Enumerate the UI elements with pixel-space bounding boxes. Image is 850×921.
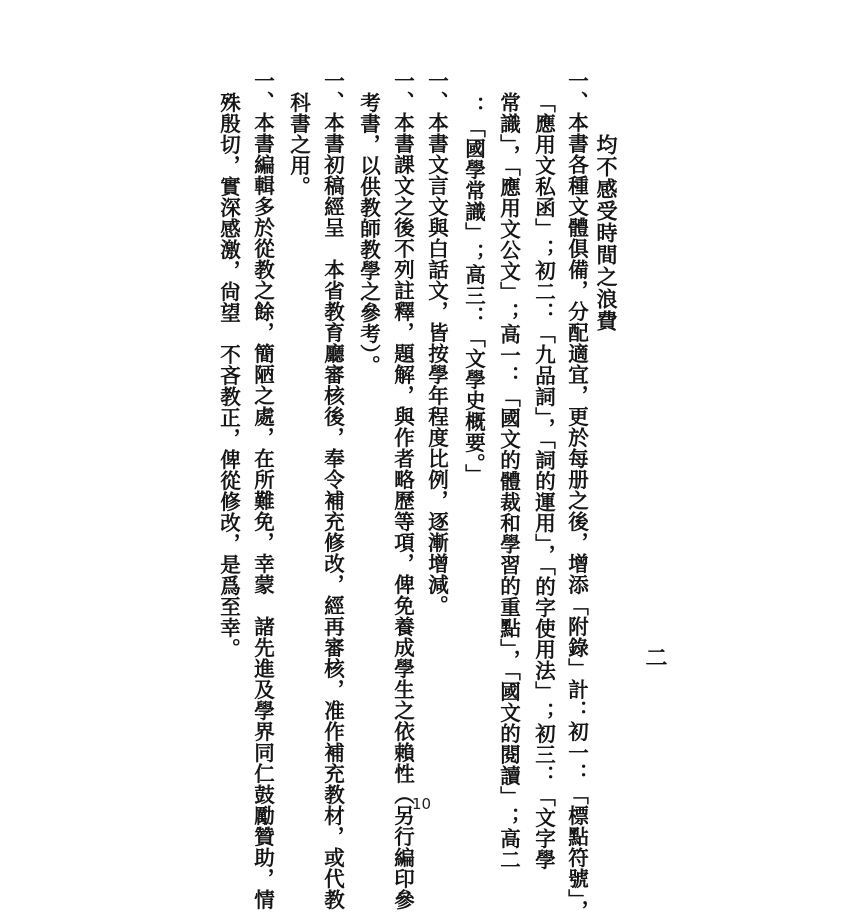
text-column-5: 一、本書文言文與白話文，皆按學年程度比例，逐漸增減。 xyxy=(424,70,449,616)
text-column-4: ：「國學常識」；高三：「文學史概要。」 xyxy=(461,96,486,485)
text-column-3: 常識」，「應用文公文」；高一：「國文的體裁和學習的重點」，「國文的閱讀」；高二 xyxy=(496,92,521,870)
text-column-8: 一、本書初稿經呈 本省教育廳審核後，奉令補充修改，經再審核，准作補充教材，或代教 xyxy=(320,70,345,910)
text-column-7: 考書，以供教師教學之參考）。 xyxy=(356,92,381,376)
page-number: 10 xyxy=(412,795,432,813)
header-line: 均不感受時間之浪費 xyxy=(594,134,619,332)
text-column-10: 一、本書編輯多於從教之餘，簡陋之處，在所難免，幸蒙 諸先進及學界同仁鼓勵贊助，情 xyxy=(250,70,275,910)
text-column-6: 一、本書課文之後不列註釋，題解，與作者略歷等項，俾免養成學生之依賴性（另行編印參 xyxy=(390,70,415,910)
text-column-11: 殊殷切，實深感激，尙望 不吝教正，俾從修改，是爲至幸。 xyxy=(216,92,241,659)
page-marker: 二 xyxy=(642,646,668,668)
text-column-1: 一、本書各種文體俱備，分配適宜，更於每册之後，增添「附錄」計：初一：「標點符號」， xyxy=(564,70,589,921)
text-column-2: 「應用文私函」；初二：「九品詞」，「詞的運用」，「的字使用法」；初三：「文字學 xyxy=(531,92,556,870)
text-column-9: 科書之用。 xyxy=(286,92,311,197)
